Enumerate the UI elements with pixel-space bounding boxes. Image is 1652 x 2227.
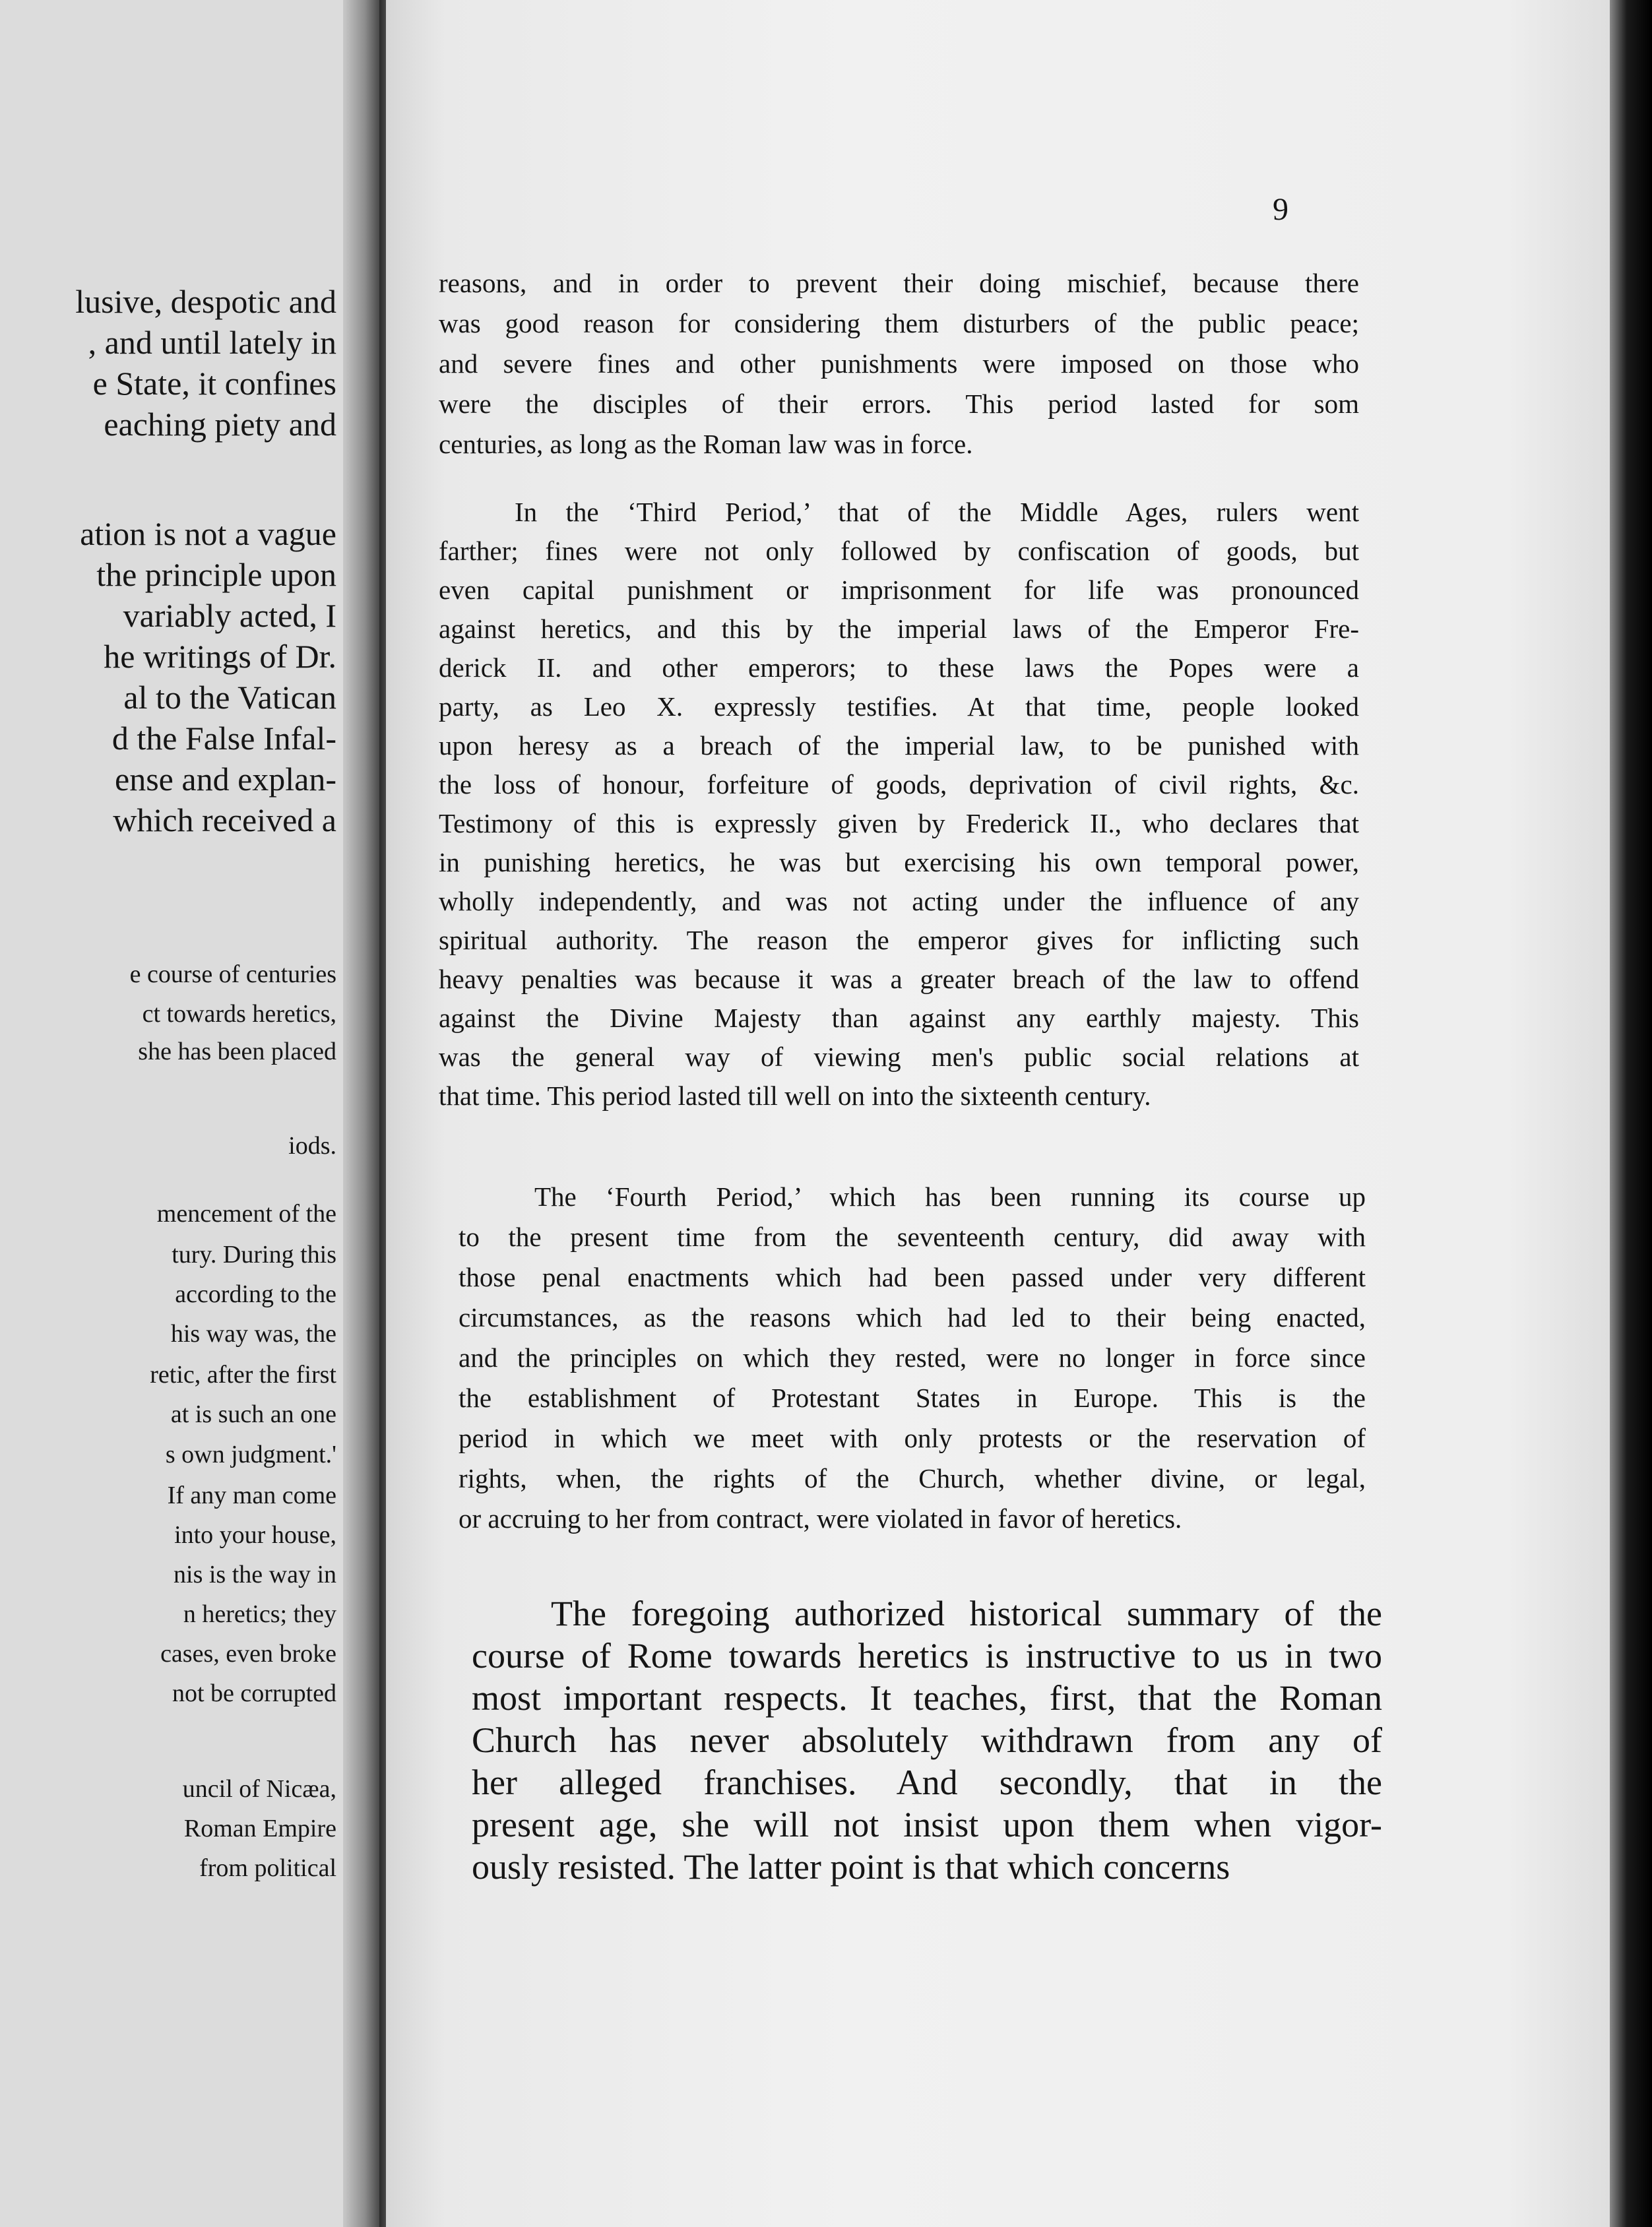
text-line: was good reason for considering them disturbers of the public peace; xyxy=(439,308,1359,338)
left-page-line: ation is not a vague xyxy=(80,515,336,552)
left-page-line: mencement of the xyxy=(156,1200,336,1228)
text-line: The ‘Fourth Period,’ which has been running its course up xyxy=(534,1181,1366,1212)
text-line: Testimony of this is expressly given by Frederick II., who declares that xyxy=(439,808,1359,838)
left-page-line: cases, even broke xyxy=(160,1640,336,1668)
left-page-line: nis is the way in xyxy=(174,1561,336,1588)
left-page-line: iods. xyxy=(288,1132,336,1160)
left-page-line: uncil of Nicæa, xyxy=(182,1775,336,1803)
text-line: against heretics, and this by the imperial laws of the Emperor Fre- xyxy=(439,613,1359,644)
text-line: ously resisted. The latter point is that which concerns xyxy=(472,1847,1230,1887)
text-line: was the general way of viewing men's public social relations at xyxy=(439,1042,1359,1072)
text-line: the loss of honour, forfeiture of goods, deprivation of civil rights, &c. xyxy=(439,769,1359,800)
left-page-line: at is such an one xyxy=(170,1400,336,1428)
page-number: 9 xyxy=(1273,192,1288,227)
text-line: even capital punishment or imprisonment for life was pronounced xyxy=(439,575,1359,605)
left-page-line: lusive, despotic and xyxy=(75,283,336,320)
text-line: or accruing to her from contract, were violated in favor of heretics. xyxy=(459,1503,1182,1534)
page-edge-shadow xyxy=(1610,0,1652,2227)
left-page-line: she has been placed xyxy=(138,1038,336,1065)
left-page-line: Roman Empire xyxy=(183,1815,336,1842)
left-page-line: which received a xyxy=(113,801,336,838)
left-page-line: not be corrupted xyxy=(172,1679,336,1707)
text-line: wholly independently, and was not acting under the influence of any xyxy=(439,886,1359,916)
left-page-line: ct towards heretics, xyxy=(142,1000,336,1028)
left-page-line: , and until lately in xyxy=(88,324,336,361)
text-line: in punishing heretics, he was but exercising his own temporal power, xyxy=(439,847,1359,877)
left-page-line: ense and explan- xyxy=(115,761,336,798)
left-page-line: d the False Infal- xyxy=(111,720,336,757)
left-page-line: from political xyxy=(199,1854,336,1882)
left-page-line: al to the Vatican xyxy=(123,679,336,716)
left-page-line: the principle upon xyxy=(96,556,336,593)
left-page-line: variably acted, I xyxy=(123,597,336,634)
left-page-line: into your house, xyxy=(174,1521,336,1549)
text-line: The foregoing authorized historical summary of the xyxy=(551,1594,1382,1633)
left-page-spine-shadow xyxy=(343,0,383,2227)
text-line: those penal enactments which had been passed under very different xyxy=(459,1262,1366,1292)
text-line: In the ‘Third Period,’ that of the Middle Ages, rulers went xyxy=(515,497,1359,527)
text-line: that time. This period lasted till well on into the sixteenth century. xyxy=(439,1081,1151,1111)
text-line: against the Divine Majesty than against any earthly majesty. This xyxy=(439,1003,1359,1033)
left-page-line: If any man come xyxy=(167,1482,336,1509)
text-line: party, as Leo X. expressly testifies. At that time, people looked xyxy=(439,691,1359,722)
text-line: farther; fines were not only followed by confiscation of goods, but xyxy=(439,536,1359,566)
text-line: upon heresy as a breach of the imperial law, to be punished with xyxy=(439,730,1359,761)
left-page-line: e course of centuries xyxy=(129,960,336,988)
text-line: were the disciples of their errors. This period lasted for som xyxy=(439,389,1359,419)
text-line: and severe fines and other punishments were imposed on those who xyxy=(439,348,1359,379)
text-line: most important respects. It teaches, first, that the Roman xyxy=(472,1678,1382,1718)
text-line: the establishment of Protestant States in Europe. This is the xyxy=(459,1383,1366,1413)
text-line: period in which we meet with only protests or the reservation of xyxy=(459,1423,1366,1453)
left-page-line: s own judgment.' xyxy=(165,1441,336,1468)
left-page-line: eaching piety and xyxy=(104,406,336,443)
text-line: Church has never absolutely withdrawn from any of xyxy=(472,1720,1382,1760)
text-line: her alleged franchises. And secondly, that in the xyxy=(472,1763,1382,1802)
text-line: heavy penalties was because it was a greater breach of the law to offend xyxy=(439,964,1359,994)
right-page xyxy=(386,0,1610,2227)
text-line: and the principles on which they rested, were no longer in force since xyxy=(459,1342,1366,1373)
text-line: spiritual authority. The reason the emperor gives for inflicting such xyxy=(439,925,1359,955)
left-page-line: according to the xyxy=(175,1280,336,1308)
text-line: rights, when, the rights of the Church, whether divine, or legal, xyxy=(459,1463,1366,1493)
left-facing-page xyxy=(0,0,383,2227)
text-line: to the present time from the seventeenth century, did away with xyxy=(459,1222,1366,1252)
text-line: centuries, as long as the Roman law was in force. xyxy=(439,429,973,459)
left-page-line: tury. During this xyxy=(172,1241,336,1269)
left-page-line: retic, after the first xyxy=(150,1361,336,1389)
left-page-line: n heretics; they xyxy=(183,1600,336,1628)
left-page-line: he writings of Dr. xyxy=(104,638,336,675)
left-page-line: e State, it confines xyxy=(92,365,336,402)
text-line: derick II. and other emperors; to these laws the Popes were a xyxy=(439,652,1359,683)
text-line: course of Rome towards heretics is instructive to us in two xyxy=(472,1636,1382,1676)
text-line: reasons, and in order to prevent their doing mischief, because there xyxy=(439,268,1359,298)
text-line: circumstances, as the reasons which had led to their being enacted, xyxy=(459,1302,1366,1333)
text-line: present age, she will not insist upon them when vigor- xyxy=(472,1805,1382,1844)
left-page-line: his way was, the xyxy=(170,1320,336,1348)
